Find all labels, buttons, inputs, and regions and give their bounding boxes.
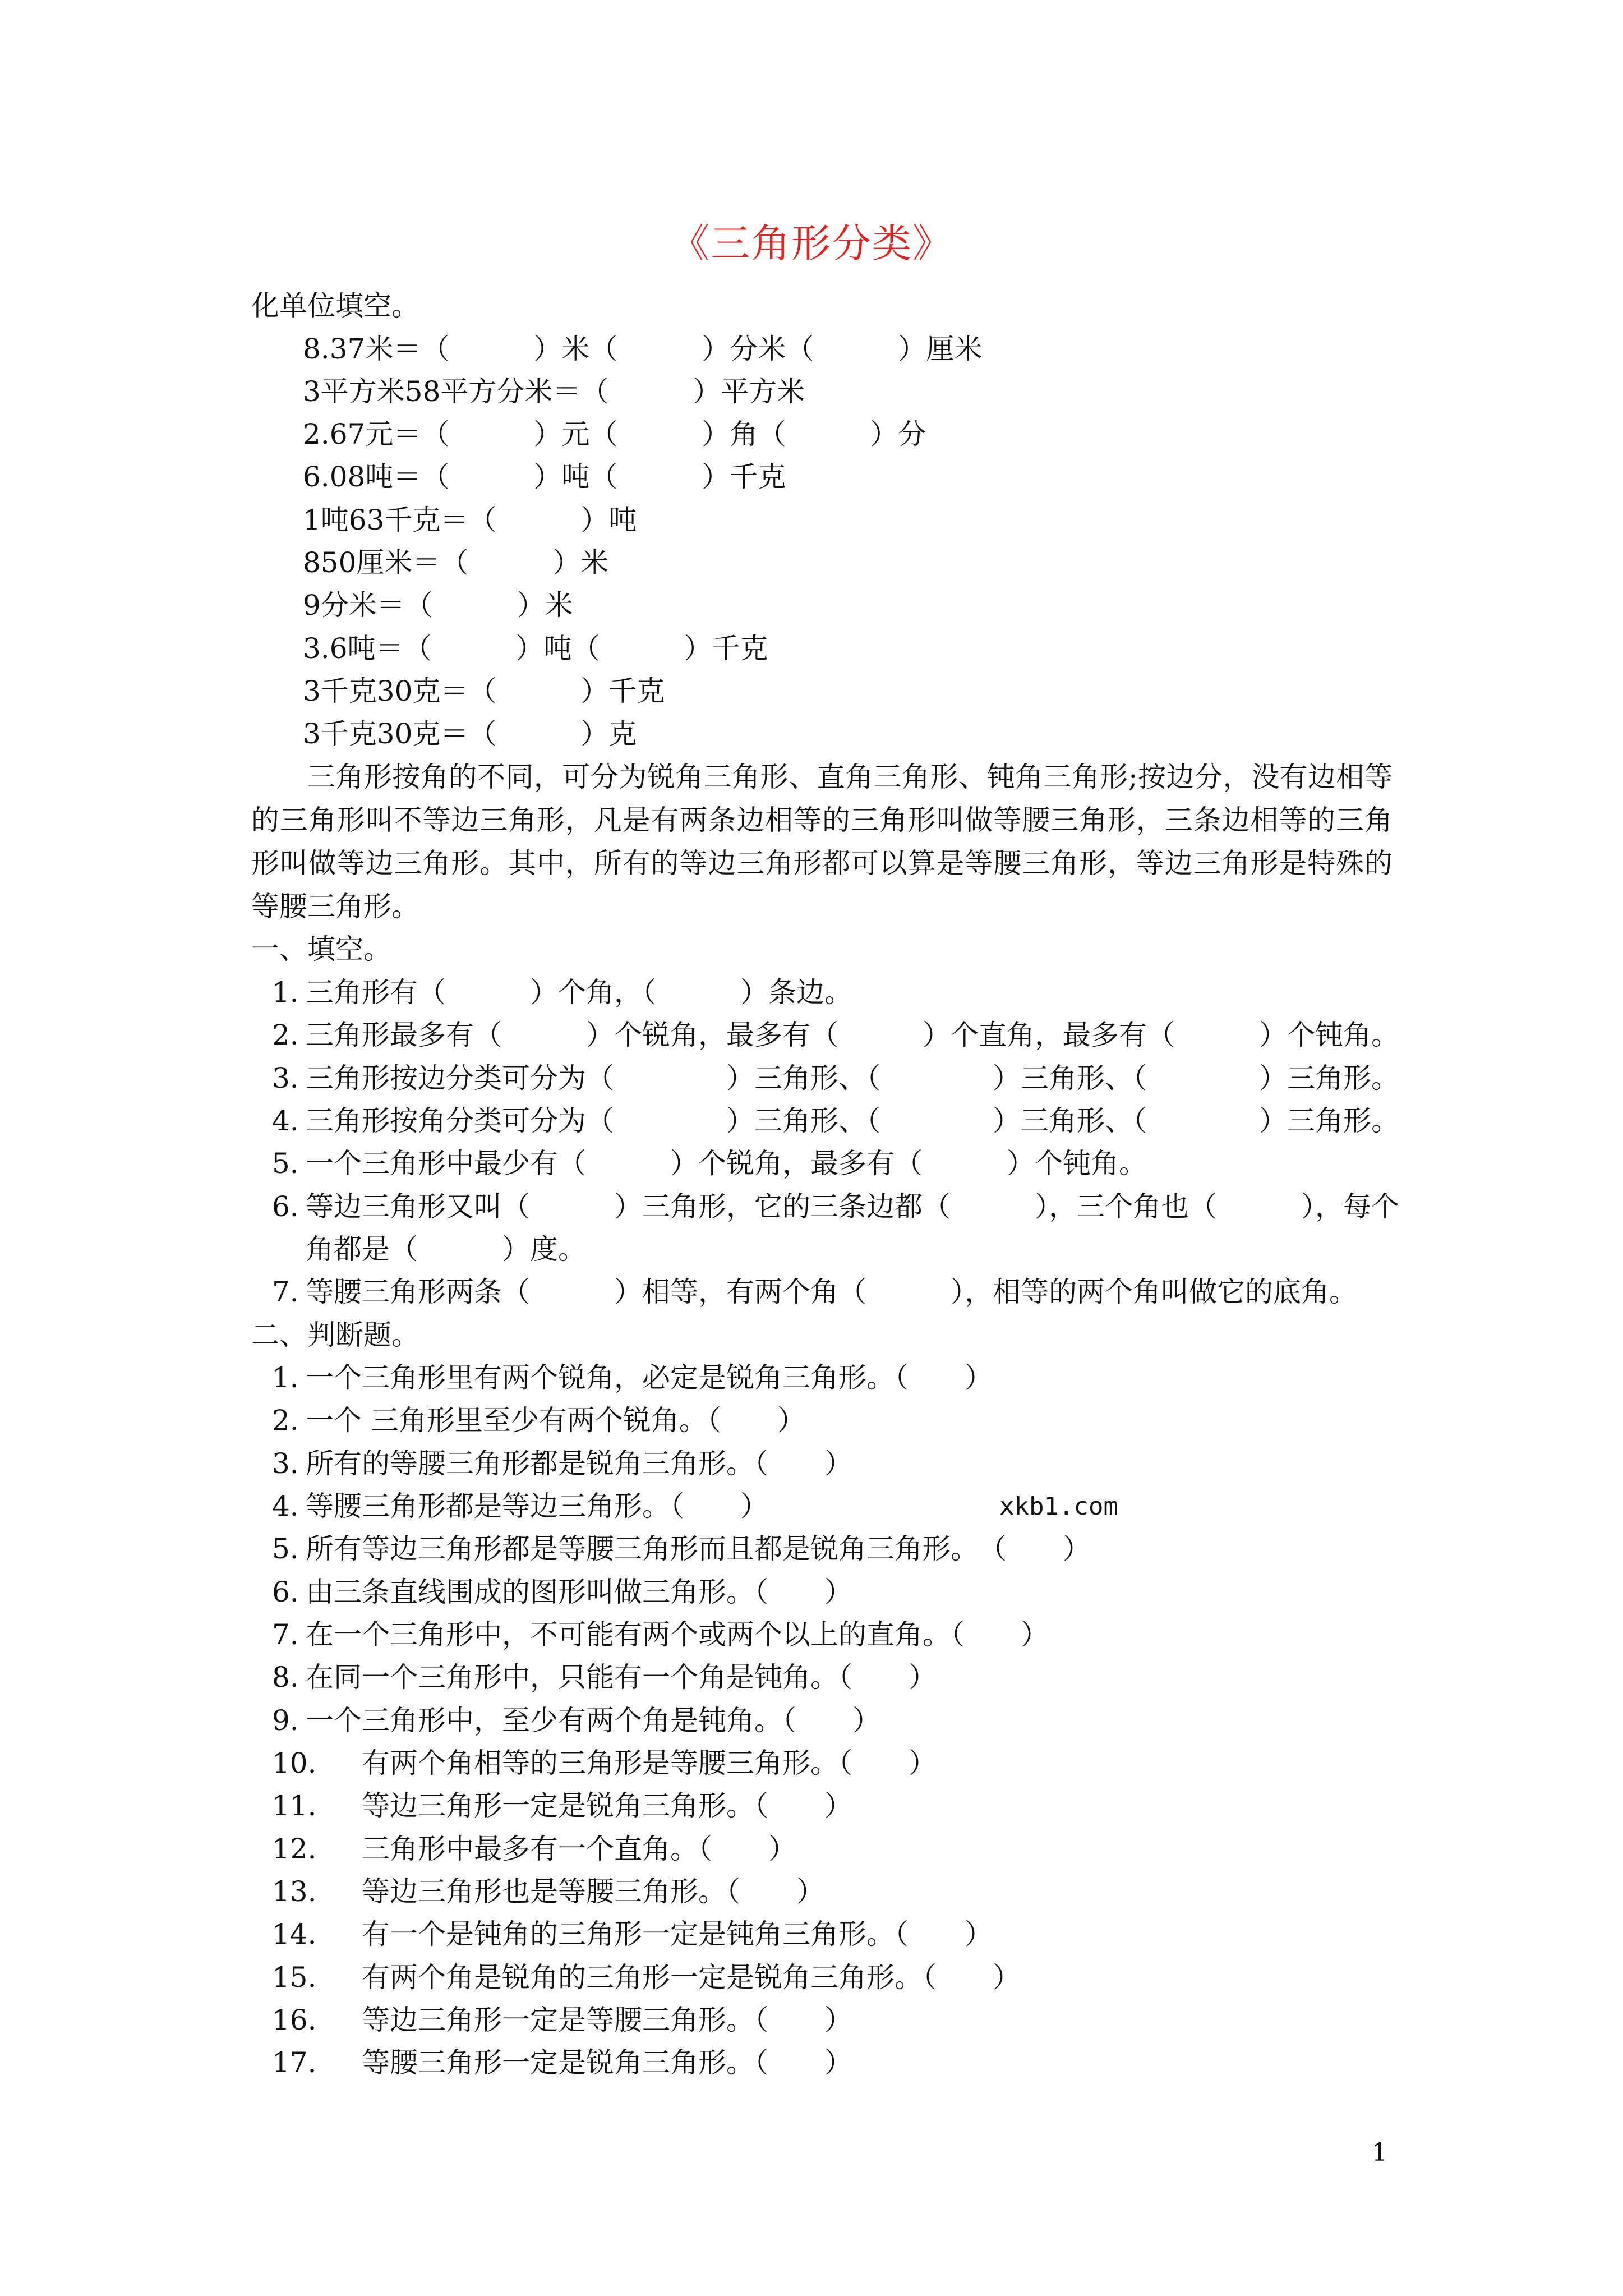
unit-item: 1吨63千克＝（ ）吨: [303, 504, 637, 536]
fill-item-text: 等边三角形又叫（ ）三角形，它的三条边都（ ），三个角也（ ），每个: [306, 1190, 1399, 1223]
judge-item-text: 三角形中最多有一个直角。（ ）: [362, 1833, 796, 1865]
unit-item: 9分米＝（ ）米: [303, 589, 573, 622]
judge-item-number: 14.: [272, 1918, 317, 1950]
fill-item-number: 2.: [272, 1019, 299, 1051]
fill-item-text: 角都是（ ）度。: [306, 1233, 586, 1266]
unit-item: 3平方米58平方分米＝（ ）平方米: [303, 375, 805, 408]
judge-item-text: 一个 三角形里至少有两个锐角。（ ）: [306, 1404, 805, 1437]
judge-item-text: 所有等边三角形都是等腰三角形而且都是锐角三角形。 （ ）: [306, 1533, 1091, 1565]
fill-item-number: 7.: [272, 1276, 299, 1308]
judge-item-text: 有一个是钝角的三角形一定是钝角三角形。（ ）: [362, 1918, 993, 1950]
judge-item-number: 5.: [272, 1533, 299, 1565]
fill-item-text: 等腰三角形两条（ ）相等，有两个角（ ），相等的两个角叫做它的底角。: [306, 1276, 1357, 1308]
judge-item-number: 13.: [272, 1875, 317, 1908]
judge-item-number: 3.: [272, 1447, 299, 1480]
fill-item-text: 三角形按边分类可分为（ ）三角形、（ ）三角形、（ ）三角形。: [306, 1062, 1399, 1094]
judge-item-text: 一个三角形里有两个锐角，必定是锐角三角形。（ ）: [306, 1361, 993, 1394]
judge-item-text: 有两个角是锐角的三角形一定是锐角三角形。（ ）: [362, 1961, 1021, 1994]
judge-item-number: 10.: [272, 1747, 317, 1779]
judge-item-text: 等腰三角形都是等边三角形。（ ）: [306, 1490, 768, 1522]
page-title: 《三角形分类》: [670, 220, 953, 266]
judge-item-number: 17.: [272, 2046, 317, 2079]
unit-item: 8.37米＝（ ）米（ ）分米（ ）厘米: [303, 333, 983, 365]
fill-item-text: 三角形按角分类可分为（ ）三角形、（ ）三角形、（ ）三角形。: [306, 1105, 1399, 1137]
judge-item-text: 等腰三角形一定是锐角三角形。（ ）: [362, 2046, 852, 2079]
judge-item-text: 在一个三角形中，不可能有两个或两个以上的直角。（ ）: [306, 1618, 1049, 1651]
page-number: 1: [1372, 2138, 1387, 2167]
unit-item: 3.6吨＝（ ）吨（ ）千克: [303, 632, 768, 665]
judge-item-text: 一个三角形中，至少有两个角是钝角。（ ）: [306, 1704, 880, 1737]
judge-item-number: 6.: [272, 1576, 299, 1608]
unit-item: 6.08吨＝（ ）吨（ ）千克: [303, 461, 786, 493]
fill-item-number: 3.: [272, 1062, 299, 1094]
judge-section-heading: 二、判断题。: [251, 1319, 419, 1351]
judge-item-text: 等边三角形一定是等腰三角形。（ ）: [362, 2004, 852, 2036]
fill-item-text: 一个三角形中最少有（ ）个锐角，最多有（ ）个钝角。: [306, 1147, 1147, 1180]
judge-item-text: 所有的等腰三角形都是锐角三角形。（ ）: [306, 1447, 852, 1480]
judge-item-number: 1.: [272, 1361, 299, 1394]
fill-item-number: 5.: [272, 1147, 299, 1180]
unit-item: 3千克30克＝（ ）千克: [303, 675, 665, 707]
judge-item-number: 11.: [272, 1789, 317, 1822]
judge-item-number: 16.: [272, 2004, 317, 2036]
fill-item-text: 三角形有（ ）个角，（ ）条边。: [306, 976, 852, 1009]
judge-item-text: 有两个角相等的三角形是等腰三角形。（ ）: [362, 1747, 937, 1779]
fill-item-number: 4.: [272, 1105, 299, 1137]
judge-item-text: 等边三角形也是等腰三角形。（ ）: [362, 1875, 824, 1908]
judge-item-number: 8.: [272, 1661, 299, 1694]
judge-item-number: 12.: [272, 1833, 317, 1865]
judge-item-number: 2.: [272, 1404, 299, 1437]
intro-paragraph: 三角形按角的不同，可分为锐角三角形、直角三角形、钝角三角形;按边分，没有边相等的三角形叫不等边三角形，凡是有两条边相等的三角形叫做等腰三角形，三条边相等的三角形叫做等边三角形。其中，所有的等边三角形都可以算是等腰三角形，等边三角形是特殊的等腰三角形。: [251, 761, 1393, 923]
judge-item-number: 9.: [272, 1704, 299, 1737]
fill-item-text: 三角形最多有（ ）个锐角，最多有（ ）个直角，最多有（ ）个钝角。: [306, 1019, 1399, 1051]
judge-item-number: 15.: [272, 1961, 317, 1994]
judge-item-text: 在同一个三角形中，只能有一个角是钝角。（ ）: [306, 1661, 937, 1694]
judge-item-text: 等边三角形一定是锐角三角形。（ ）: [362, 1789, 852, 1822]
unit-item: 2.67元＝（ ）元（ ）角（ ）分: [303, 418, 926, 450]
judge-item-number: 4.: [272, 1490, 299, 1522]
unit-item: 3千克30克＝（ ）克: [303, 717, 637, 750]
judge-item-number: 7.: [272, 1618, 299, 1651]
fill-section-heading: 一、填空。: [251, 933, 391, 965]
fill-item-number: 1.: [272, 976, 299, 1009]
unit-section-heading: 化单位填空。: [251, 289, 419, 322]
judge-item-text: 由三条直线围成的图形叫做三角形。（ ）: [306, 1576, 852, 1608]
watermark: xkb1.com: [999, 1492, 1118, 1521]
fill-item-number: 6.: [272, 1190, 299, 1223]
unit-item: 850厘米＝（ ）米: [303, 546, 609, 579]
